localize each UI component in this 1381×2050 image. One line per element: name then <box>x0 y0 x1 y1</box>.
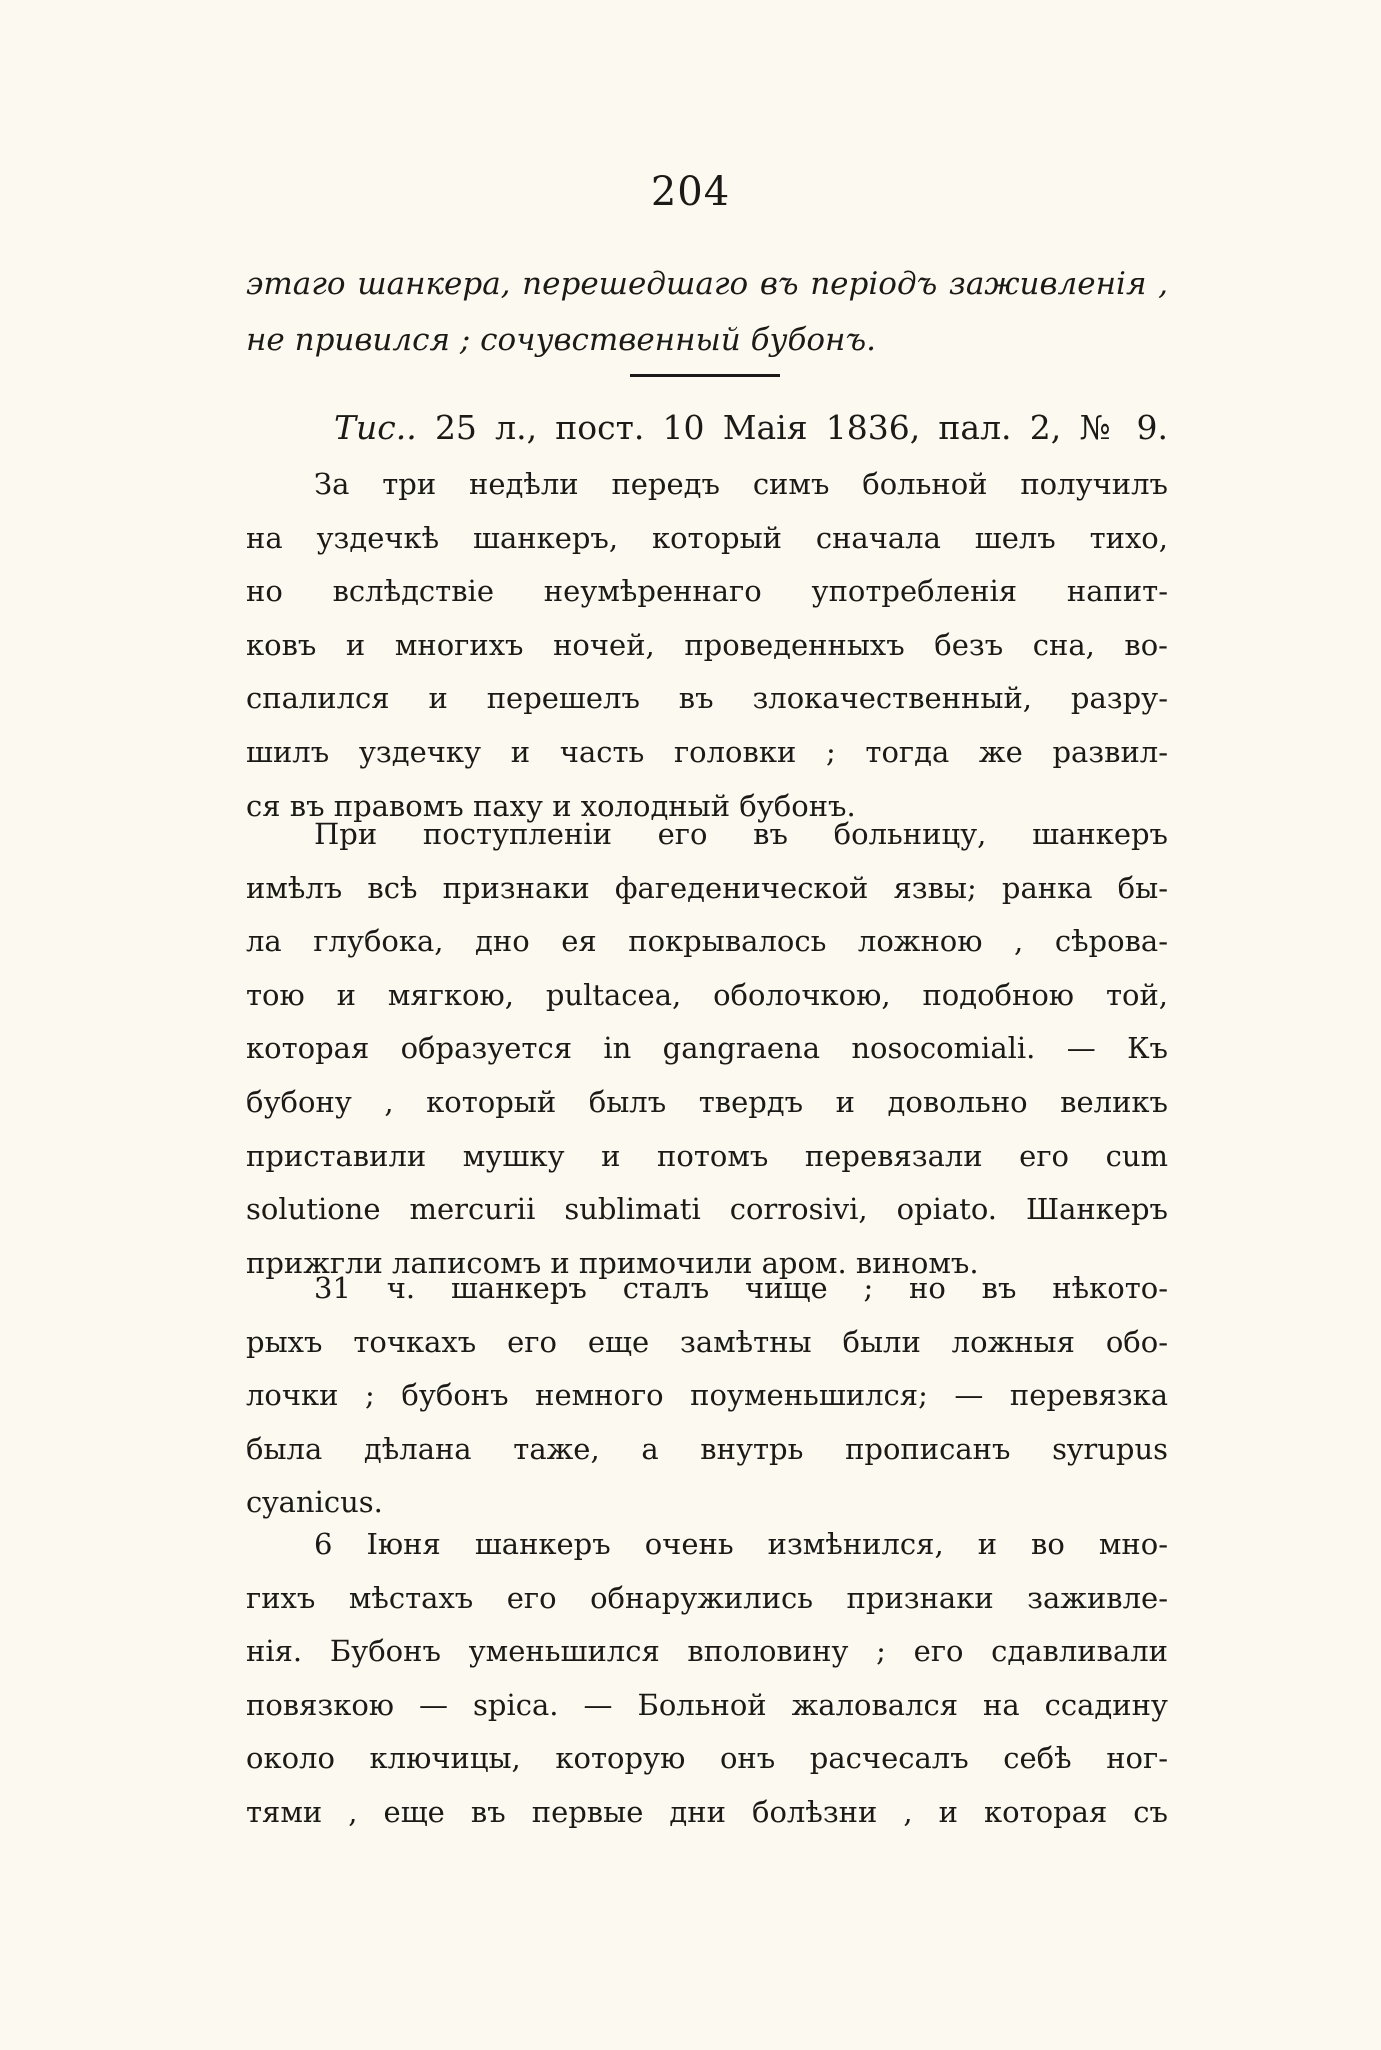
text-line: 6 Іюня шанкеръ очень измѣнился, и во мно- <box>314 1527 1168 1561</box>
text-line: 31 ч. шанкеръ сталъ чище ; но въ нѣкото- <box>314 1271 1168 1305</box>
text-line: была дѣлана таже, а внутрь прописанъ syrupus <box>246 1431 1168 1466</box>
paragraph-june-6 <box>246 1518 1168 1840</box>
section-divider <box>630 374 780 377</box>
text-line: За три недѣли передъ симъ больной получилъ <box>314 467 1168 501</box>
text-line: гихъ мѣстахъ его обнаружились признаки заживле- <box>246 1580 1168 1615</box>
text-line: рыхъ точкахъ его еще замѣтны были ложныя обо- <box>246 1324 1168 1359</box>
text-line: этаго шанкера, перешедшаго въ періодъ заживленія , <box>246 266 1168 302</box>
text-line: имѣлъ всѣ признаки фагеденической язвы; ранка бы- <box>246 870 1168 905</box>
paragraph-day-31 <box>246 1262 1168 1530</box>
text-line: прижгли лаписомъ и примочили аром. виномъ. <box>246 1245 979 1280</box>
text-line: ковъ и многихъ ночей, проведенныхъ безъ сна, во- <box>246 627 1168 662</box>
text-line: на уздечкѣ шанкеръ, который сначала шелъ тихо, <box>246 520 1168 555</box>
text-line: лочки ; бубонъ немного поуменьшился; — перевязка <box>246 1378 1168 1413</box>
text-line: шилъ уздечку и часть головки ; тогда же развил- <box>246 734 1168 769</box>
text-line: спалился и перешелъ въ злокачественный, разру- <box>246 681 1168 716</box>
text-line: бубону , который былъ твердъ и довольно великъ <box>246 1084 1168 1119</box>
case-heading <box>334 398 1168 458</box>
text-line: нія. Бубонъ уменьшился вполовину ; его сдавливали <box>246 1634 1168 1669</box>
text-line: cyanicus. <box>246 1485 383 1520</box>
text-line: При поступленіи его въ больницу, шанкеръ <box>314 817 1168 851</box>
text-line: solutione mercurii sublimati corrosivi, opiato. Шанкеръ <box>246 1192 1168 1227</box>
paragraph-admission <box>246 808 1168 1290</box>
text-line: около ключицы, которую онъ расчесалъ себѣ ног- <box>246 1741 1168 1776</box>
text-line: ла глубока, дно ея покрывалось ложною , сѣрова- <box>246 924 1168 959</box>
text-line: тою и мягкою, pultacea, оболочкою, подобною той, <box>246 977 1168 1012</box>
text-line: ся въ правомъ паху и холодный бубонъ. <box>246 788 856 823</box>
text-line: но вслѣдствіе неумѣреннаго употребленія напит- <box>246 574 1168 609</box>
patient-name: Тис.. <box>334 408 417 447</box>
paragraph-history <box>246 458 1168 833</box>
text-line: приставили мушку и потомъ перевязали его cum <box>246 1138 1168 1173</box>
page-number: 204 <box>650 169 731 215</box>
text-line: которая образуется in gangraena nosocomiali. — Къ <box>246 1031 1168 1066</box>
text-line: не привился ; сочувственный бубонъ. <box>246 322 876 358</box>
case-details: 25 л., пост. 10 Маія 1836, пал. 2, № 9. <box>434 408 1168 447</box>
text-line: тями , еще въ первые дни болѣзни , и которая съ <box>246 1794 1168 1829</box>
text-line: повязкою — spica. — Больной жаловался на ссадину <box>246 1687 1168 1722</box>
intro-italic-text <box>246 256 1168 368</box>
